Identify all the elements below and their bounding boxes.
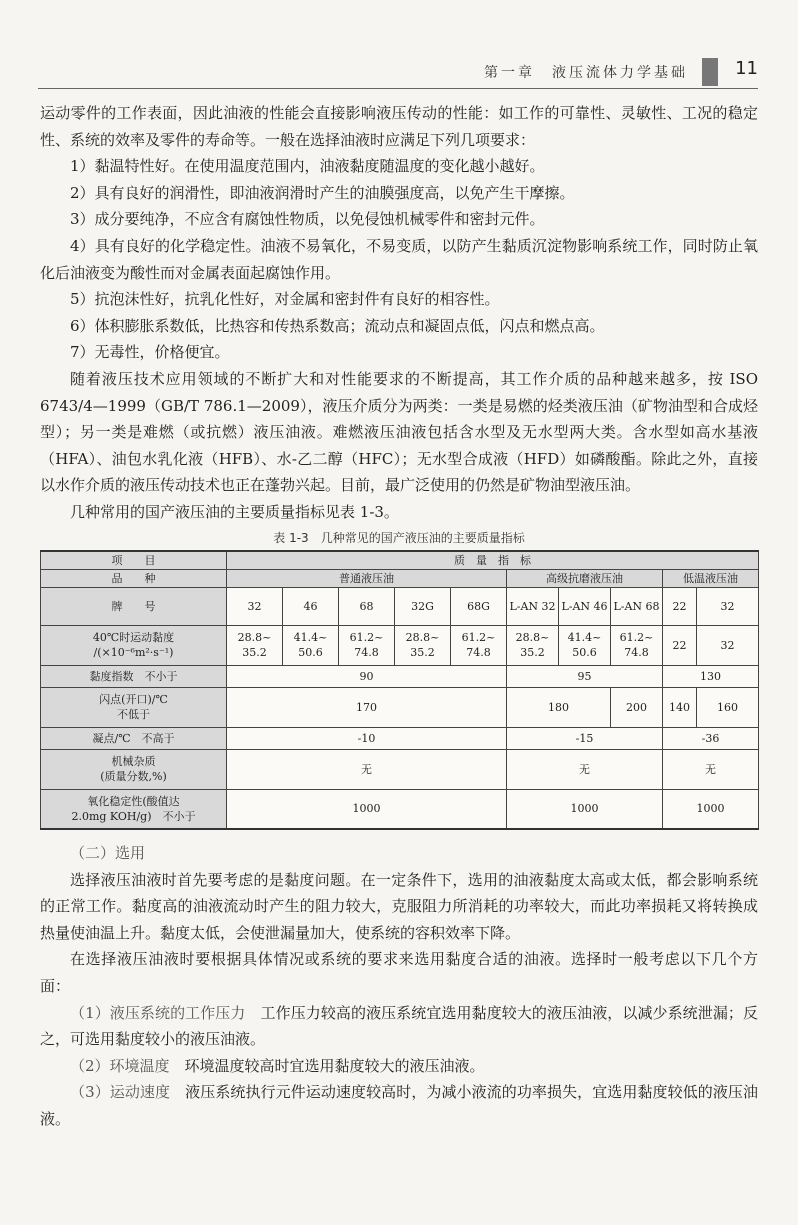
viscosity-cell: 61.2~ 74.8	[451, 625, 507, 665]
requirement-item: 5）抗泡沫性好，抗乳化性好，对金属和密封件有良好的相容性。	[70, 290, 500, 309]
pour-cell: -36	[663, 727, 759, 749]
oxidation-label-line1: 氧化稳定性(酸值达	[87, 794, 180, 808]
factor-item	[40, 1053, 758, 1080]
grade-cell: 68G	[451, 587, 507, 625]
selection-paragraph-1: 选择液压油液时首先要考虑的是黏度问题。在一定条件下，选用的油液黏度太高或太低，都会影响系统的正常工作。黏度高的油液流动时产生的阻力较大，克服阻力所消耗的功率较大，而此功率损耗又将转换成热量使油温上升。黏度太低，会使泄漏量加大，使系统的容积效率下降。	[40, 870, 758, 942]
grade-cell: 32	[697, 587, 759, 625]
viscosity-cell: 41.4~ 50.6	[283, 625, 339, 665]
viscosity-cell: 41.4~ 50.6	[559, 625, 611, 665]
factor-item	[40, 1079, 758, 1132]
requirement-item: 6）体积膨胀系数低，比热容和传热系数高；流动点和凝固点低，闪点和燃点高。	[70, 316, 605, 335]
chapter-title: 第一章 液压流体力学基础	[484, 65, 688, 81]
factor-label: （1）液压系统的工作压力	[70, 1003, 246, 1022]
section-heading: （二）选用	[70, 844, 146, 862]
header-quality: 质 量 指 标	[227, 551, 759, 570]
viscosity-label-line2: /(×10⁻⁶m²·s⁻¹)	[93, 646, 174, 659]
grade-cell: 32	[227, 587, 283, 625]
impurity-label-line2: (质量分数,%)	[100, 770, 167, 783]
factor-text: 工作压力较高的液压系统宜选用黏度较大的液压油液，以减少系统泄漏；反之，可选用黏度较小的液压油液。	[40, 1003, 758, 1049]
grade-cell: 46	[283, 587, 339, 625]
header-item: 项 目	[41, 551, 227, 570]
header-variety: 品 种	[41, 569, 227, 587]
oxidation-cell: 1000	[227, 789, 507, 829]
page-body	[40, 100, 758, 1133]
oxidation-cell: 1000	[507, 789, 663, 829]
table-reference: 几种常用的国产液压油的主要质量指标见表 1-3。	[70, 502, 399, 521]
category-normal: 普通液压油	[227, 569, 507, 587]
factor-item	[40, 1000, 758, 1053]
header-bar	[702, 58, 718, 86]
flash-cell: 170	[227, 687, 507, 727]
impurity-label-line1: 机械杂质	[111, 755, 156, 768]
viscosity-cell: 22	[663, 625, 697, 665]
requirement-item: 7）无毒性，价格便宜。	[70, 343, 230, 362]
factor-label: （2）环境温度	[70, 1056, 170, 1075]
vi-label: 黏度指数 不小于	[41, 665, 227, 687]
oxidation-label-line2: 2.0mg KOH/g) 不小于	[71, 809, 196, 823]
impurity-cell: 无	[663, 749, 759, 789]
factor-label: （3）运动速度	[70, 1083, 171, 1102]
flash-cell: 180	[507, 687, 611, 727]
viscosity-cell: 61.2~ 74.8	[611, 625, 663, 665]
grade-cell: 32G	[395, 587, 451, 625]
flash-cell: 160	[697, 687, 759, 727]
impurity-cell: 无	[507, 749, 663, 789]
pour-cell: -10	[227, 727, 507, 749]
pour-label: 凝点/℃ 不高于	[41, 727, 227, 749]
viscosity-cell: 28.8~ 35.2	[395, 625, 451, 665]
viscosity-cell: 32	[697, 625, 759, 665]
viscosity-cell: 61.2~ 74.8	[339, 625, 395, 665]
header-grade: 牌 号	[41, 587, 227, 625]
vi-cell: 95	[507, 665, 663, 687]
flash-label	[41, 687, 227, 727]
oxidation-cell: 1000	[663, 789, 759, 829]
pour-cell: -15	[507, 727, 663, 749]
grade-cell: L-AN 32	[507, 587, 559, 625]
table-caption: 表 1-3 几种常见的国产液压油的主要质量指标	[273, 530, 525, 545]
flash-label-line2: 不低于	[117, 708, 150, 721]
requirement-item: 3）成分要纯净，不应含有腐蚀性物质，以免侵蚀机械零件和密封元件。	[70, 210, 545, 229]
vi-cell: 130	[663, 665, 759, 687]
quality-table	[40, 550, 759, 831]
running-header	[38, 58, 758, 89]
requirement-item: 4）具有良好的化学稳定性。油液不易氧化，不易变质，以防产生黏质沉淀物影响系统工作，同时防止氧化后油液变为酸性而对金属表面起腐蚀作用。	[40, 236, 758, 282]
vi-cell: 90	[227, 665, 507, 687]
factor-text: 液压系统执行元件运动速度较高时，为减小液流的功率损失，宜选用黏度较低的液压油液。	[40, 1083, 759, 1128]
requirement-item: 2）具有良好的润滑性，即油液润滑时产生的油膜强度高，以免产生干摩擦。	[70, 183, 575, 202]
intro-paragraph: 运动零件的工作表面，因此油液的性能会直接影响液压传动的性能：如工作的可靠性、灵敏性、工况的稳定性、系统的效率及零件的寿命等。一般在选择油液时应满足下列几项要求：	[40, 104, 758, 149]
flash-cell: 140	[663, 687, 697, 727]
viscosity-label-line1: 40℃时运动黏度	[92, 631, 175, 644]
viscosity-cell: 28.8~ 35.2	[227, 625, 283, 665]
selection-paragraph-2: 在选择液压油液时要根据具体情况或系统的要求来选用黏度合适的油液。选择时一般考虑以下几个方面：	[40, 950, 758, 995]
impurity-cell: 无	[227, 749, 507, 789]
oxidation-label	[41, 789, 227, 829]
category-antiwear: 高级抗磨液压油	[507, 569, 663, 587]
requirement-item: 1）黏温特性好。在使用温度范围内，油液黏度随温度的变化越小越好。	[70, 157, 545, 176]
viscosity-cell: 28.8~ 35.2	[507, 625, 559, 665]
types-paragraph: 随着液压技术应用领域的不断扩大和对性能要求的不断提高，其工作介质的品种越来越多，按 ISO 6743/4—1999（GB/T 786.1—2009），液压介质分为两类：一类是易燃的烃类液压油（矿物油型和合成烃型）；另一类是难燃（或抗燃）液压油液。难燃液压油液包括含水型及无水型两大类。含水型如高水基液（HFA）、油包水乳化液（HFB）、水-乙二醇（HFC）；无水型合成液（HFD）如磷酸酯。除此之外，直接以水作介质的液压传动技术也正在蓬勃兴起。目前，最广泛使用的仍然是矿物油型液压油。	[40, 369, 758, 495]
page-number: 11	[735, 58, 758, 79]
flash-label-line1: 闪点(开口)/℃	[99, 693, 168, 706]
category-lowtemp: 低温液压油	[663, 569, 759, 587]
grade-cell: 22	[663, 587, 697, 625]
grade-cell: L-AN 46	[559, 587, 611, 625]
viscosity-label	[41, 625, 227, 665]
factor-text: 环境温度较高时宜选用黏度较大的液压油液。	[169, 1056, 485, 1075]
flash-cell: 200	[611, 687, 663, 727]
grade-cell: 68	[339, 587, 395, 625]
grade-cell: L-AN 68	[611, 587, 663, 625]
impurity-label	[41, 749, 227, 789]
